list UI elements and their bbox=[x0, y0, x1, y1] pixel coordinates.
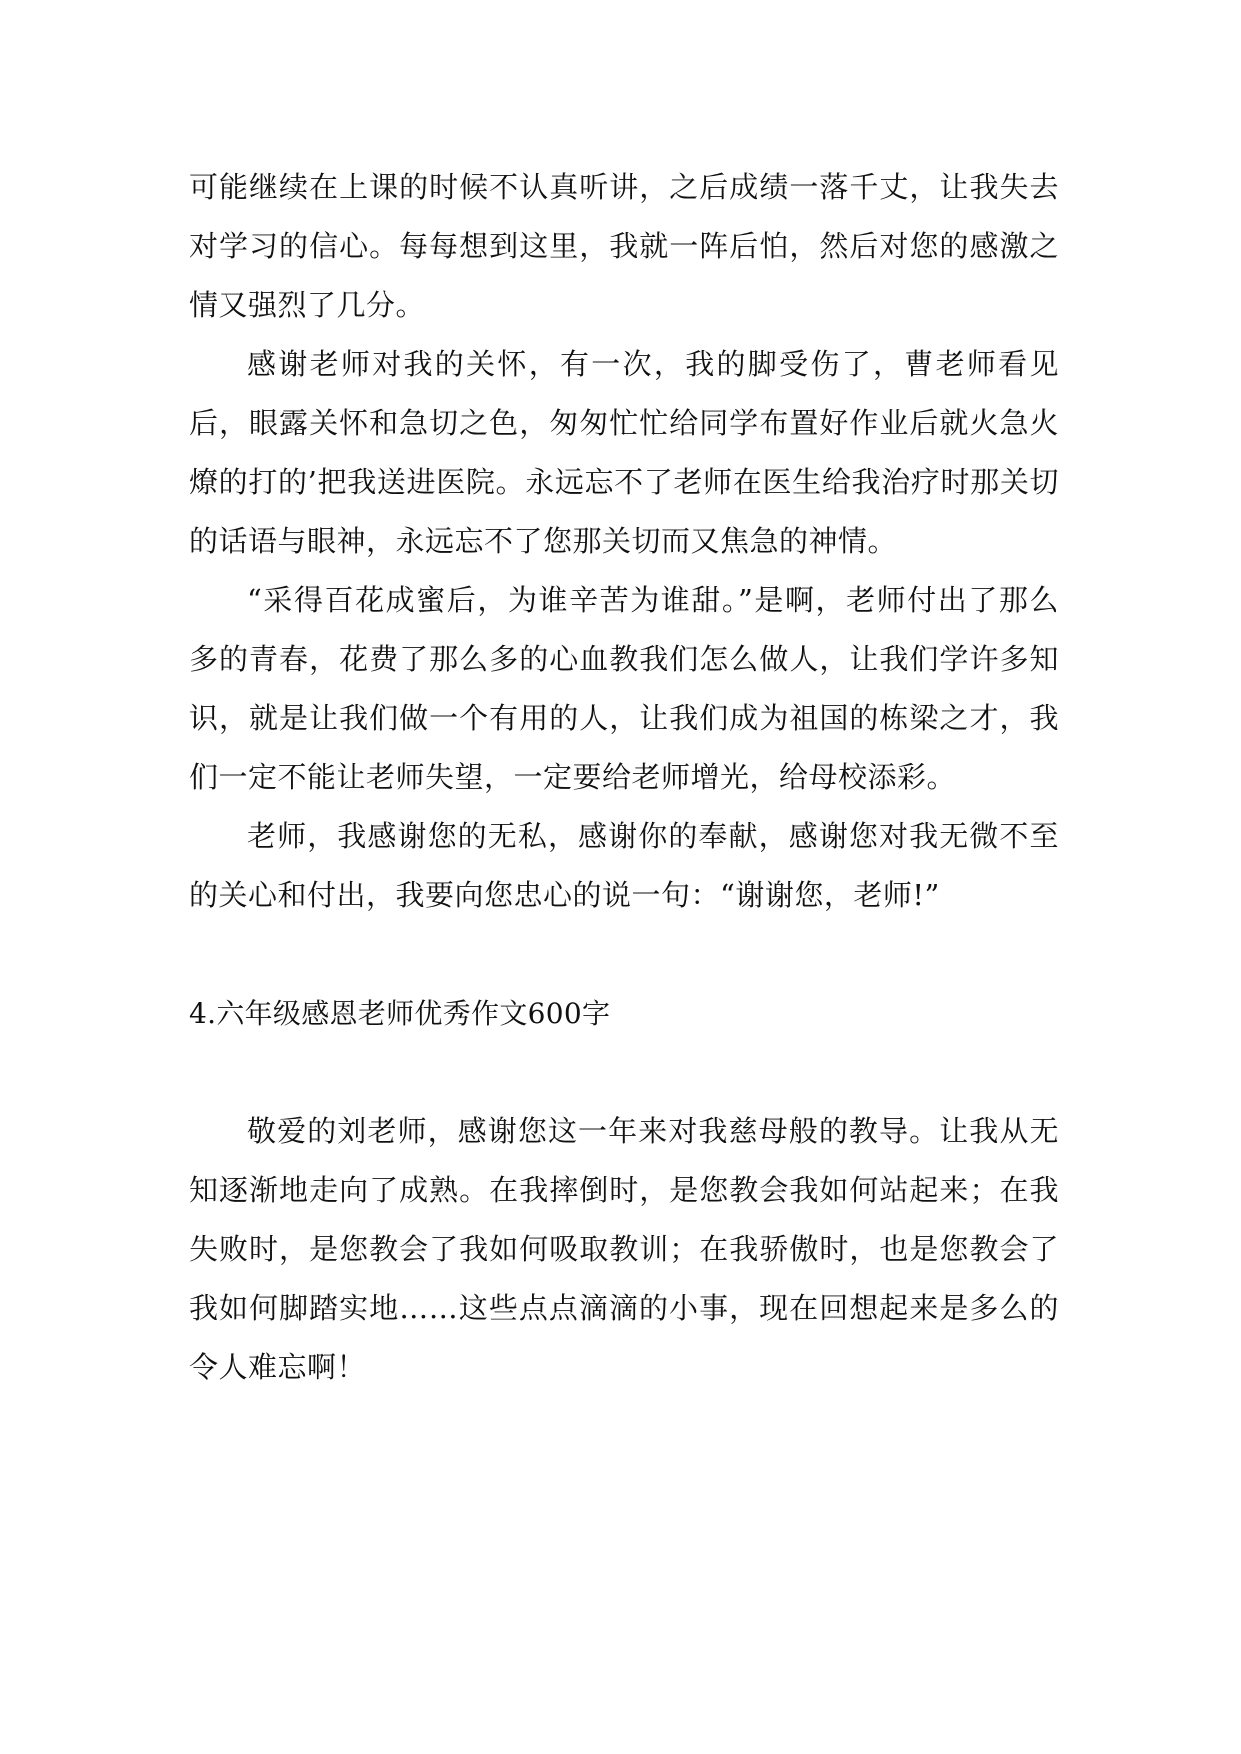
paragraph-2: 感谢老师对我的关怀，有一次，我的脚受伤了，曹老师看见后，眼露关怀和急切之色，匆匆忙忙给同学布置好作业后就火急火燎的打的’把我送进医院。永远忘不了老师在医生给我治疗时那关切的话语与眼神，永远忘不了您那关切而又焦急的神情。 bbox=[189, 347, 1059, 558]
paragraph-1: 可能继续在上课的时候不认真听讲，之后成绩一落千丈，让我失去对学习的信心。每每想到这里，我就一阵后怕，然后对您的感激之情又强烈了几分。 bbox=[189, 170, 1059, 322]
section-title: 4.六年级感恩老师优秀作文600字 bbox=[189, 997, 611, 1030]
document-body bbox=[189, 158, 1059, 1397]
paragraph-5: 敬爱的刘老师，感谢您这一年来对我慈母般的教导。让我从无知逐渐地走向了成熟。在我摔倒时，是您教会我如何站起来；在我失败时，是您教会了我如何吸取教训；在我骄傲时，也是您教会了我如何脚踏实地……这些点点滴滴的小事，现在回想起来是多么的令人难忘啊！ bbox=[189, 1114, 1059, 1384]
paragraph-4: 老师，我感谢您的无私，感谢你的奉献，感谢您对我无微不至的关心和付出，我要向您忠心的说一句：“谢谢您，老师!” bbox=[189, 819, 1059, 912]
paragraph-3: “采得百花成蜜后，为谁辛苦为谁甜。”是啊，老师付出了那么多的青春，花费了那么多的心血教我们怎么做人，让我们学许多知识，就是让我们做一个有用的人，让我们成为祖国的栋梁之才，我们一定不能让老师失望，一定要给老师增光，给母校添彩。 bbox=[189, 583, 1059, 794]
